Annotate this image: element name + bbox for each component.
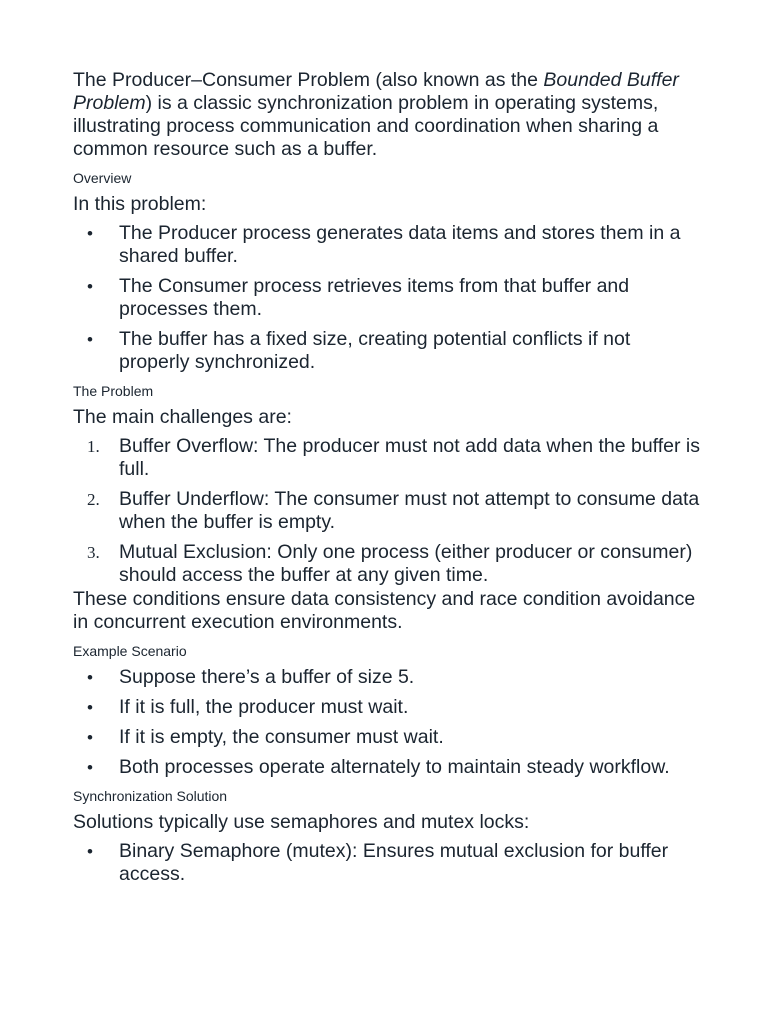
list-item-text: The buffer has a fixed size, creating potential conflicts if not properly synchronized. (119, 328, 631, 373)
list-item (73, 435, 703, 481)
list-item (73, 488, 703, 534)
list-item-text: The Consumer process retrieves items from that buffer and processes them. (119, 275, 630, 320)
number-marker: 3. (87, 543, 100, 562)
solution-list (73, 840, 703, 886)
list-item (73, 726, 703, 749)
bullet-marker: • (87, 224, 93, 243)
list-item (73, 840, 703, 886)
bullet-marker: • (87, 668, 93, 687)
bullet-marker: • (87, 842, 93, 861)
bullet-marker: • (87, 698, 93, 717)
list-item-text: Mutual Exclusion: Only one process (either producer or consumer) should access the buffer at any given time. (119, 541, 693, 586)
section-heading-solution: Synchronization Solution (73, 788, 228, 804)
list-item (73, 275, 703, 321)
intro-italic-term: Bounded Buffer Problem (73, 69, 679, 114)
section-heading-example: Example Scenario (73, 643, 187, 659)
list-item-text: Binary Semaphore (mutex): Ensures mutual exclusion for buffer access. (119, 840, 669, 885)
overview-list (73, 222, 703, 374)
list-item-text: If it is full, the producer must wait. (119, 696, 409, 718)
list-item-text: Suppose there’s a buffer of size 5. (119, 666, 415, 688)
problem-list (73, 435, 703, 587)
list-item-text: The Producer process generates data items and stores them in a shared buffer. (119, 222, 681, 267)
list-item-text: If it is empty, the consumer must wait. (119, 726, 444, 748)
list-item (73, 756, 703, 779)
list-item (73, 222, 703, 268)
intro-paragraph (73, 69, 703, 161)
problem-lead: The main challenges are: (73, 406, 292, 428)
solution-lead: Solutions typically use semaphores and mutex locks: (73, 811, 530, 833)
bullet-marker: • (87, 330, 93, 349)
document-body (73, 69, 703, 886)
list-item (73, 541, 703, 587)
bullet-marker: • (87, 277, 93, 296)
intro-text-end: ) is a classic synchronization problem in operating systems, illustrating process communication and coordination when sharing a common resource such as a buffer. (73, 92, 659, 160)
overview-lead: In this problem: (73, 193, 207, 215)
list-item (73, 666, 703, 689)
list-item-text: Buffer Underflow: The consumer must not attempt to consume data when the buffer is empty. (119, 488, 700, 533)
number-marker: 1. (87, 437, 100, 456)
list-item-text: Both processes operate alternately to maintain steady workflow. (119, 756, 670, 778)
section-heading-overview: Overview (73, 170, 132, 186)
problem-closing: These conditions ensure data consistency and race condition avoidance in concurrent execution environments. (73, 588, 696, 633)
list-item (73, 328, 703, 374)
intro-text-start: The Producer–Consumer Problem (also known as the (73, 69, 544, 91)
bullet-marker: • (87, 758, 93, 777)
number-marker: 2. (87, 490, 100, 509)
example-list (73, 666, 703, 779)
bullet-marker: • (87, 728, 93, 747)
list-item-text: Buffer Overflow: The producer must not add data when the buffer is full. (119, 435, 701, 480)
list-item (73, 696, 703, 719)
section-heading-problem: The Problem (73, 383, 154, 399)
